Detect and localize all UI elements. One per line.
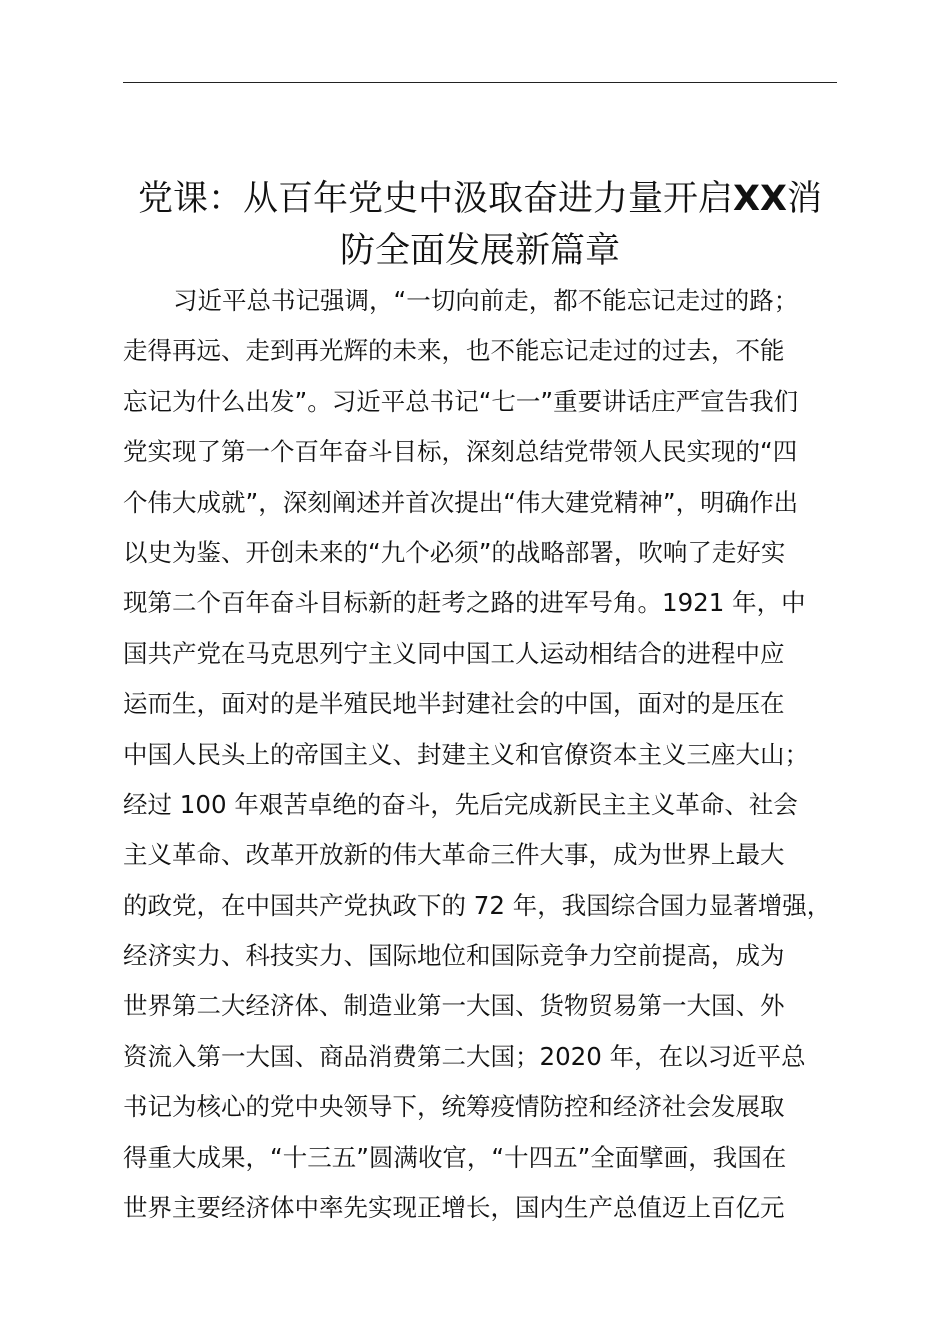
title-line-1	[100, 173, 860, 225]
paragraph-line: 经济实力、科技实力、国际地位和国际竞争力空前提高，成为	[123, 941, 785, 971]
title-prefix: 党课：从百年党史中汲取奋进力量开启	[137, 179, 733, 220]
paragraph-line: 个伟大成就”，深刻阐述并首次提出“伟大建党精神”，明确作出	[123, 487, 799, 517]
paragraph-line: 国共产党在马克思列宁主义同中国工人运动相结合的进程中应	[123, 638, 785, 668]
paragraph-line: 资流入第一大国、商品消费第二大国；2020 年，在以习近平总	[123, 1041, 806, 1071]
header-rule	[123, 82, 837, 83]
paragraph-line: 以史为鉴、开创未来的“九个必须”的战略部署，吹响了走好实	[123, 537, 786, 567]
paragraph-line: 习近平总书记强调，“一切向前走，都不能忘记走过的路；	[173, 286, 799, 315]
paragraph-line: 经过 100 年艰苦卓绝的奋斗，先后完成新民主主义革命、社会	[123, 789, 798, 819]
paragraph-line: 书记为核心的党中央领导下，统筹疫情防控和经济社会发展取	[123, 1092, 785, 1122]
paragraph-line: 党实现了第一个百年奋斗目标，深刻总结党带领人民实现的“四	[123, 437, 798, 467]
paragraph-line: 现第二个百年奋斗目标新的赶考之路的进军号角。1921 年，中	[123, 588, 806, 618]
paragraph-line: 忘记为什么出发”。习近平总书记“七一”重要讲话庄严宣告我们	[123, 386, 799, 416]
paragraph-line: 走得再远、走到再光辉的未来，也不能忘记走过的过去，不能	[123, 336, 785, 366]
paragraph-line: 的政党，在中国共产党执政下的 72 年，我国综合国力显著增强，	[123, 890, 832, 920]
page-title	[100, 173, 860, 277]
paragraph-line: 运而生，面对的是半殖民地半封建社会的中国，面对的是压在	[123, 689, 785, 719]
title-placeholder-xx: XX	[733, 179, 787, 220]
title-line-2: 防全面发展新篇章	[339, 231, 620, 272]
title-suffix: 消	[786, 179, 822, 220]
paragraph-line: 主义革命、改革开放新的伟大革命三件大事，成为世界上最大	[123, 840, 785, 870]
body-paragraph	[123, 276, 863, 1233]
paragraph-line: 中国人民头上的帝国主义、封建主义和官僚资本主义三座大山；	[123, 739, 809, 769]
paragraph-line: 得重大成果，“十三五”圆满收官，“十四五”全面擘画，我国在	[123, 1142, 787, 1172]
paragraph-line: 世界主要经济体中率先实现正增长，国内生产总值迈上百亿元	[123, 1193, 785, 1223]
paragraph-line: 世界第二大经济体、制造业第一大国、货物贸易第一大国、外	[123, 991, 785, 1021]
